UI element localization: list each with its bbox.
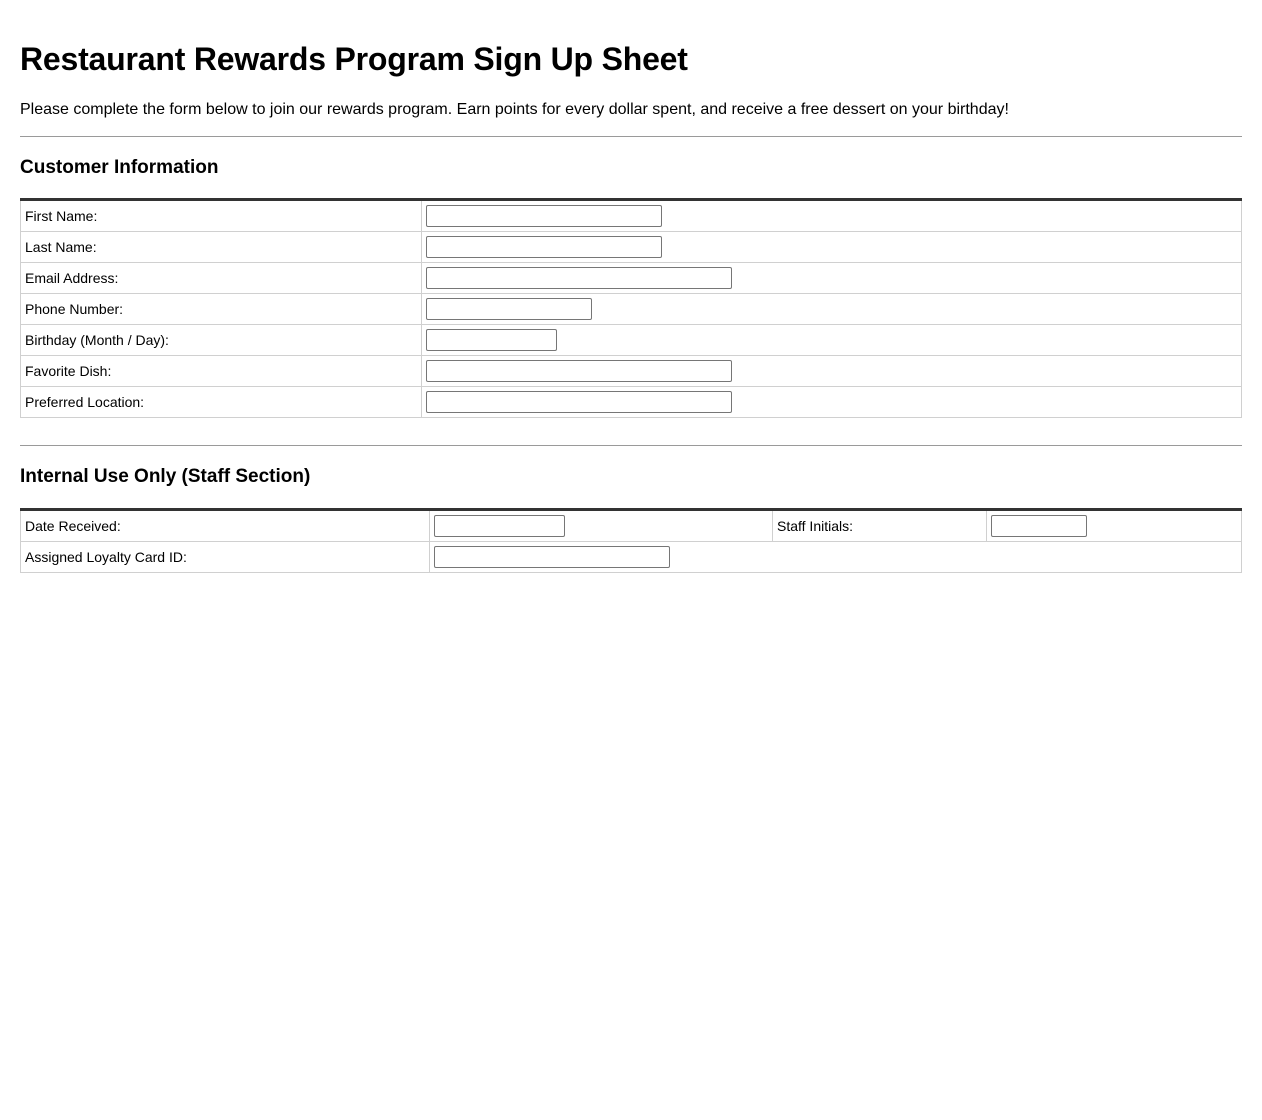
date-received-label: Date Received: bbox=[21, 510, 430, 542]
preferred-location-input[interactable] bbox=[426, 391, 732, 413]
table-row bbox=[21, 510, 1242, 542]
staff-section-table bbox=[20, 508, 1242, 573]
phone-label: Phone Number: bbox=[21, 294, 422, 325]
preferred-location-label: Preferred Location: bbox=[21, 387, 422, 418]
intro-text: Please complete the form below to join our rewards program. Earn points for every dollar spent, and receive a free dessert on your birthday! bbox=[20, 101, 1009, 118]
email-label: Email Address: bbox=[21, 263, 422, 294]
preferred-location-cell bbox=[422, 387, 1242, 418]
table-row bbox=[21, 232, 1242, 263]
last-name-label: Last Name: bbox=[21, 232, 422, 263]
phone-cell bbox=[422, 294, 1242, 325]
table-row bbox=[21, 356, 1242, 387]
last-name-cell bbox=[422, 232, 1242, 263]
table-row bbox=[21, 294, 1242, 325]
loyalty-card-id-input[interactable] bbox=[434, 546, 670, 568]
table-row bbox=[21, 542, 1242, 573]
divider bbox=[20, 445, 1242, 446]
staff-initials-cell bbox=[987, 510, 1242, 542]
table-row bbox=[21, 200, 1242, 232]
loyalty-card-id-label: Assigned Loyalty Card ID: bbox=[21, 542, 430, 573]
table-row bbox=[21, 387, 1242, 418]
first-name-input[interactable] bbox=[426, 205, 662, 227]
birthday-label: Birthday (Month / Day): bbox=[21, 325, 422, 356]
divider bbox=[20, 136, 1242, 137]
staff-section-heading: Internal Use Only (Staff Section) bbox=[20, 466, 311, 487]
favorite-dish-input[interactable] bbox=[426, 360, 732, 382]
email-input[interactable] bbox=[426, 267, 732, 289]
last-name-input[interactable] bbox=[426, 236, 662, 258]
date-received-cell bbox=[430, 510, 773, 542]
table-row bbox=[21, 263, 1242, 294]
phone-input[interactable] bbox=[426, 298, 592, 320]
email-cell bbox=[422, 263, 1242, 294]
birthday-input[interactable] bbox=[426, 329, 557, 351]
birthday-cell bbox=[422, 325, 1242, 356]
favorite-dish-label: Favorite Dish: bbox=[21, 356, 422, 387]
customer-info-table bbox=[20, 198, 1242, 418]
staff-initials-input[interactable] bbox=[991, 515, 1087, 537]
first-name-label: First Name: bbox=[21, 200, 422, 232]
table-row bbox=[21, 325, 1242, 356]
customer-section-heading: Customer Information bbox=[20, 157, 219, 178]
first-name-cell bbox=[422, 200, 1242, 232]
page-title: Restaurant Rewards Program Sign Up Sheet bbox=[20, 41, 688, 77]
staff-initials-label: Staff Initials: bbox=[773, 510, 987, 542]
favorite-dish-cell bbox=[422, 356, 1242, 387]
date-received-input[interactable] bbox=[434, 515, 565, 537]
loyalty-card-id-cell bbox=[430, 542, 1242, 573]
